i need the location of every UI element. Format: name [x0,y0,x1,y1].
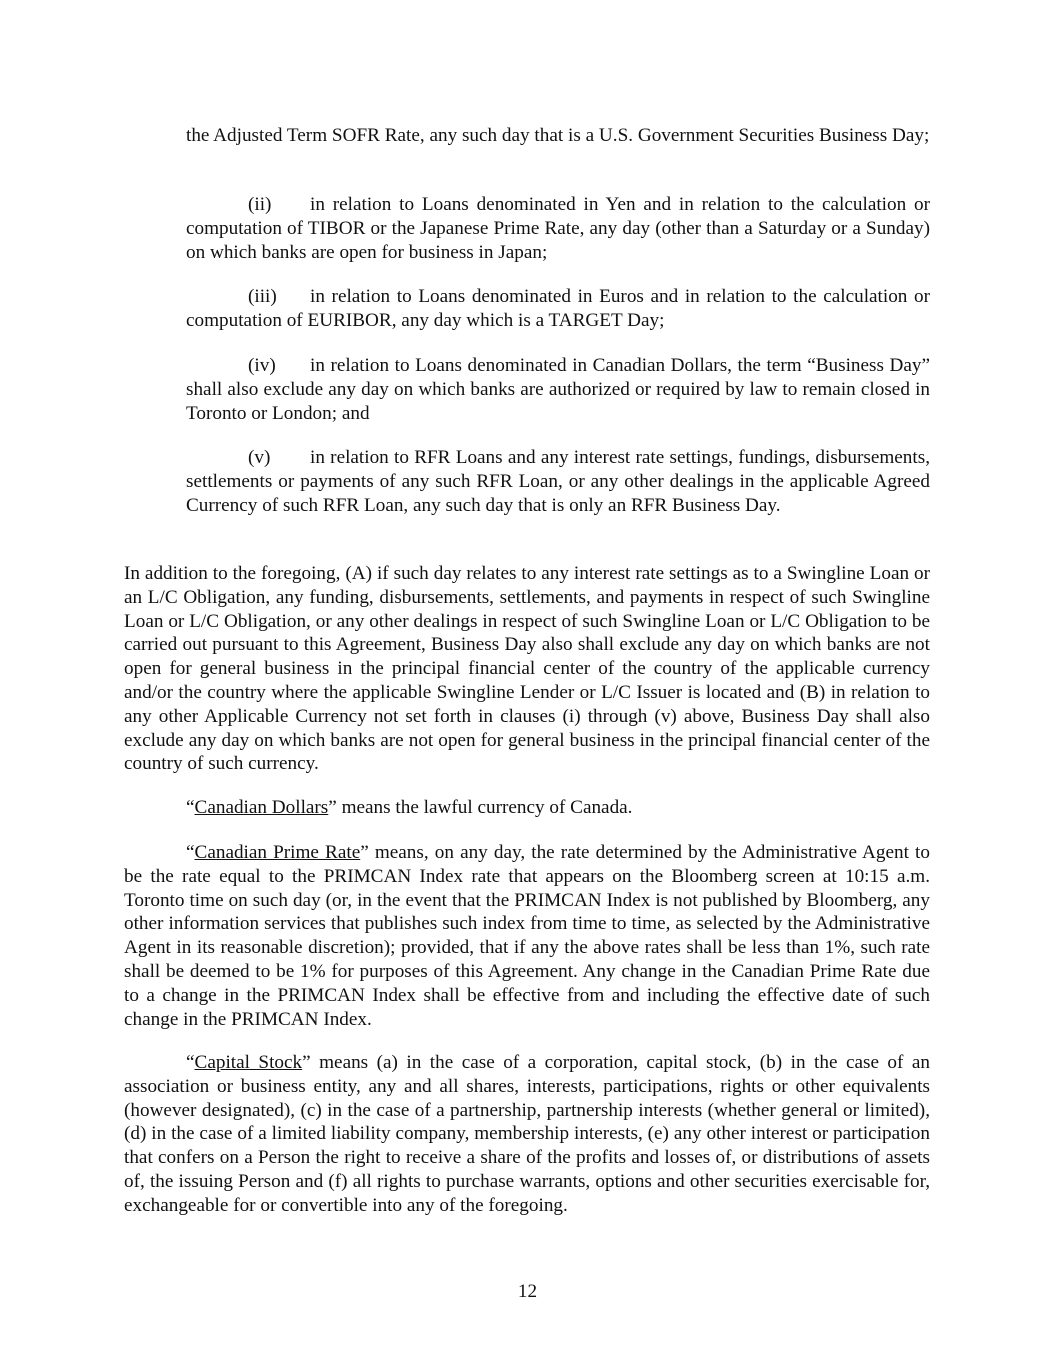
page-number: 12 [517,1281,538,1302]
clause-ii [186,193,930,264]
clause-number: (v) [248,447,271,468]
clause-v [186,446,930,517]
clause-iv [186,354,930,425]
defined-term: Capital Stock [194,1052,303,1073]
open-quote: “ [186,797,195,818]
continued-text: the Adjusted Term SOFR Rate, any such day that is a U.S. Government Securities Business Day; [186,125,930,146]
clause-text: in relation to Loans denominated in Euros and in relation to the calculation or computation of EURIBOR, any day which is a TARGET Day; [186,286,930,331]
addition-paragraph [124,562,930,776]
definition-canadian-dollars [124,796,930,820]
clause-text: in relation to Loans denominated in Yen and in relation to the calculation or computation of TIBOR or the Japanese Prime Rate, any day (other than a Saturday or a Sunday) on which banks are open for business in Japan; [186,194,930,263]
definition-text: ” means (a) in the case of a corporation, capital stock, (b) in the case of an association or business entity, any and all shares, interests, participations, rights or other equivalents (however designated), (c) in the case of a partnership, partnership interests (whether general or limited), (d) in the case of a limited liability company, membership interests, (e) any other interest or participation that confers on a Person the right to receive a share of the profits and losses of, or distributions of assets of, the issuing Person and (f) all rights to purchase warrants, options and other securities exercisable for, exchangeable for or convertible into any of the foregoing. [124,1052,931,1216]
clause-number: (ii) [248,194,272,215]
clause-number: (iv) [248,355,276,376]
addition-text: In addition to the foregoing, (A) if such day relates to any interest rate settings as to a Swingline Loan or an L/C Obligation, any funding, disbursements, settlements, and payments in respect of such Swingline Loan or L/C Obligation, or any other dealings in respect of such Swingline Loan or L/C Obligation to be carried out pursuant to this Agreement, Business Day also shall exclude any day on which banks are not open for general business in the principal financial center of the country of the applicable currency and/or the country where the applicable Swingline Lender or L/C Issuer is located and (B) in relation to any other Applicable Currency not set forth in clauses (i) through (v) above, Business Day shall also exclude any day on which banks are not open for general business in the principal financial center of the country of such currency. [124,563,930,775]
definition-text: ” means the lawful currency of Canada. [328,797,633,818]
clause-text: in relation to Loans denominated in Canadian Dollars, the term “Business Day” shall also exclude any day on which banks are authorized or required by law to remain closed in Toronto or London; and [186,355,930,424]
definition-capital-stock [124,1051,930,1218]
clause-iii [186,285,930,333]
open-quote: “ [186,842,195,863]
open-quote: “ [186,1052,195,1073]
clause-number: (iii) [248,286,277,307]
continued-paragraph [186,124,930,148]
defined-term: Canadian Dollars [194,797,329,818]
clause-text: in relation to RFR Loans and any interest rate settings, fundings, disbursements, settlements or payments of any such RFR Loan, or any other dealings in the applicable Agreed Currency of such RFR Loan, any such day that is only an RFR Business Day. [186,447,930,516]
defined-term: Canadian Prime Rate [194,842,361,863]
definition-text: ” means, on any day, the rate determined by the Administrative Agent to be the rate equal to the PRIMCAN Index rate that appears on the Bloomberg screen at 10:15 a.m. Toronto time on such day (or, in the event that the PRIMCAN Index is not published by Bloomberg, any other information services that publishes such index from time to time, as selected by the Administrative Agent in its reasonable discretion); provided, that if any the above rates shall be less than 1%, such rate shall be deemed to be 1% for purposes of this Agreement. Any change in the Canadian Prime Rate due to a change in the PRIMCAN Index shall be effective from and including the effective date of such change in the PRIMCAN Index. [124,842,930,1030]
definition-canadian-prime-rate [124,841,930,1031]
